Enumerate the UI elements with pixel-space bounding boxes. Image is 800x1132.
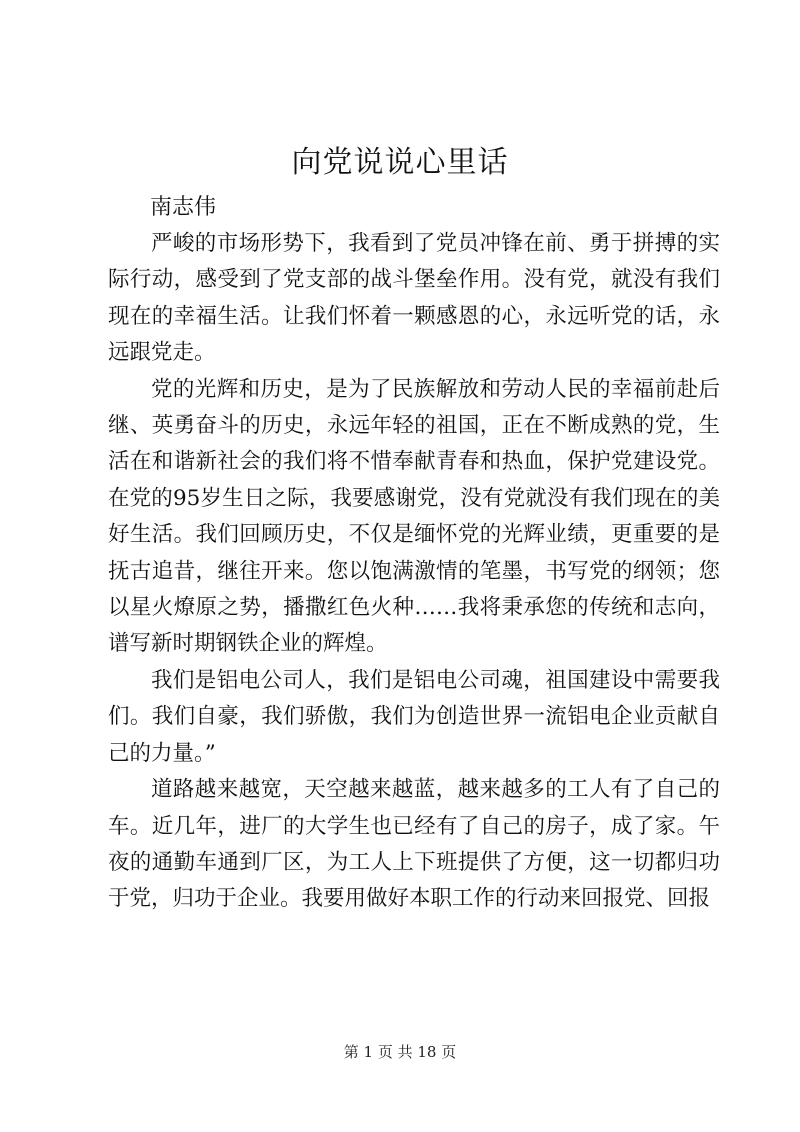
document-title: 向党说说心里话 — [291, 145, 509, 180]
page-footer — [0, 1042, 800, 1062]
paragraph-4: 道路越来越宽，天空越来越蓝，越来越多的工人有了自己的车。近几年，进厂的大学生也已经有了自己的房子，成了家。午夜的通勤车通到厂区，为工人上下班提供了方便，这一切都归功于党，归功于企业。我要用做好本职工作的行动来回报党、回报 — [108, 777, 720, 912]
author-name: 南志伟 — [150, 195, 217, 220]
page-number: 第 1 页 共 18 页 — [343, 1043, 457, 1061]
paragraph-1: 严峻的市场形势下，我看到了党员冲锋在前、勇于拼搏的实际行动，感受到了党支部的战斗堡垒作用。没有党，就没有我们现在的幸福生活。让我们怀着一颗感恩的心，永远听党的话，永远跟党走。 — [108, 231, 720, 366]
paragraph-2: 党的光辉和历史，是为了民族解放和劳动人民的幸福前赴后继、英勇奋斗的历史，永远年轻的祖国，正在不断成熟的党，生活在和谐新社会的我们将不惜奉献青春和热血，保护党建设党。在党的95岁生日之际，我要感谢党，没有党就没有我们现在的美好生活。我们回顾历史，不仅是缅怀党的光辉业绩，更重要的是抚古追昔，继往开来。您以饱满激情的笔墨，书写党的纲领；您以星火燎原之势，播撒红色火种……我将秉承您的传统和志向，谱写新时期钢铁企业的辉煌。 — [108, 376, 720, 657]
document-body — [108, 226, 720, 918]
paragraph-3: 我们是铝电公司人，我们是铝电公司魂，祖国建设中需要我们。我们自豪，我们骄傲，我们为创造世界一流铝电企业贡献自己的力量。” — [108, 667, 720, 766]
